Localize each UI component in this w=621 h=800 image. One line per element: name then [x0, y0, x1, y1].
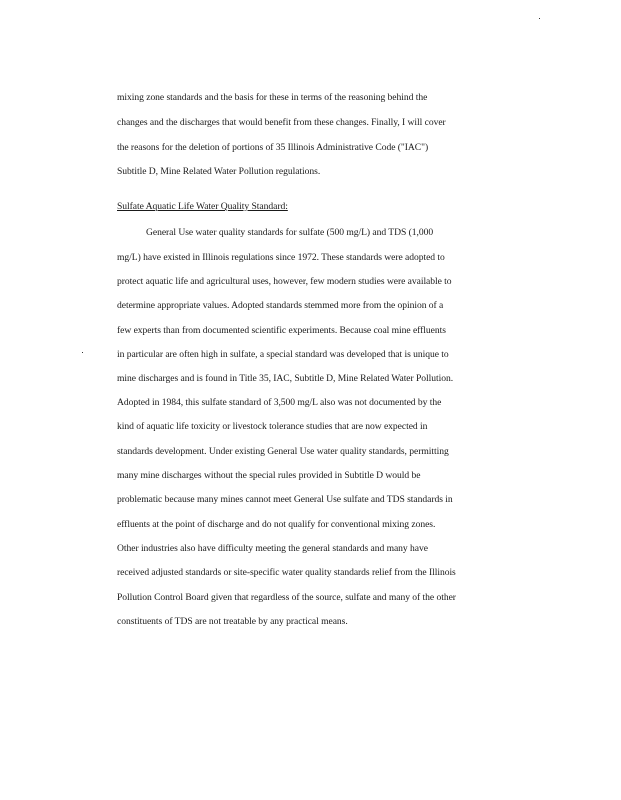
text-line: effluents at the point of discharge and do not qualify for conventional mixing zones. — [117, 519, 436, 530]
text-line: constituents of TDS are not treatable by any practical means. — [117, 616, 348, 627]
text-line: Adopted in 1984, this sulfate standard of 3,500 mg/L also was not documented by the — [117, 397, 442, 408]
text-line: standards development. Under existing General Use water quality standards, permitting — [117, 446, 449, 457]
text-line: protect aquatic life and agricultural uses, however, few modern studies were available to — [117, 276, 452, 287]
text-line: in particular are often high in sulfate, a special standard was developed that is unique to — [117, 349, 449, 360]
scan-speck — [82, 352, 83, 353]
text-line: many mine discharges without the special rules provided in Subtitle D would be — [117, 470, 421, 481]
text-line: Subtitle D, Mine Related Water Pollution regulations. — [117, 166, 321, 177]
text-line: Pollution Control Board given that regardless of the source, sulfate and many of the other — [117, 592, 456, 603]
text-line: the reasons for the deletion of portions of 35 Illinois Administrative Code ("IAC") — [117, 142, 429, 153]
text-line: Other industries also have difficulty meeting the general standards and many have — [117, 543, 428, 554]
text-line: determine appropriate values. Adopted standards stemmed more from the opinion of a — [117, 300, 444, 311]
text-line: few experts than from documented scientific experiments. Because coal mine effluents — [117, 325, 446, 336]
section-heading: Sulfate Aquatic Life Water Quality Standard: — [117, 201, 288, 212]
text-line: General Use water quality standards for sulfate (500 mg/L) and TDS (1,000 — [146, 227, 434, 238]
text-line: mine discharges and is found in Title 35, IAC, Subtitle D, Mine Related Water Pollution. — [117, 373, 454, 384]
text-line: mg/L) have existed in Illinois regulations since 1972. These standards were adopted to — [117, 252, 445, 263]
text-line: kind of aquatic life toxicity or livestock tolerance studies that are now expected in — [117, 421, 428, 432]
text-line: problematic because many mines cannot meet General Use sulfate and TDS standards in — [117, 494, 453, 505]
text-line: changes and the discharges that would benefit from these changes. Finally, I will cover — [117, 117, 446, 128]
text-line: mixing zone standards and the basis for these in terms of the reasoning behind the — [117, 92, 428, 103]
scan-speck — [539, 18, 540, 19]
text-line: received adjusted standards or site-specific water quality standards relief from the Illinois — [117, 567, 456, 578]
